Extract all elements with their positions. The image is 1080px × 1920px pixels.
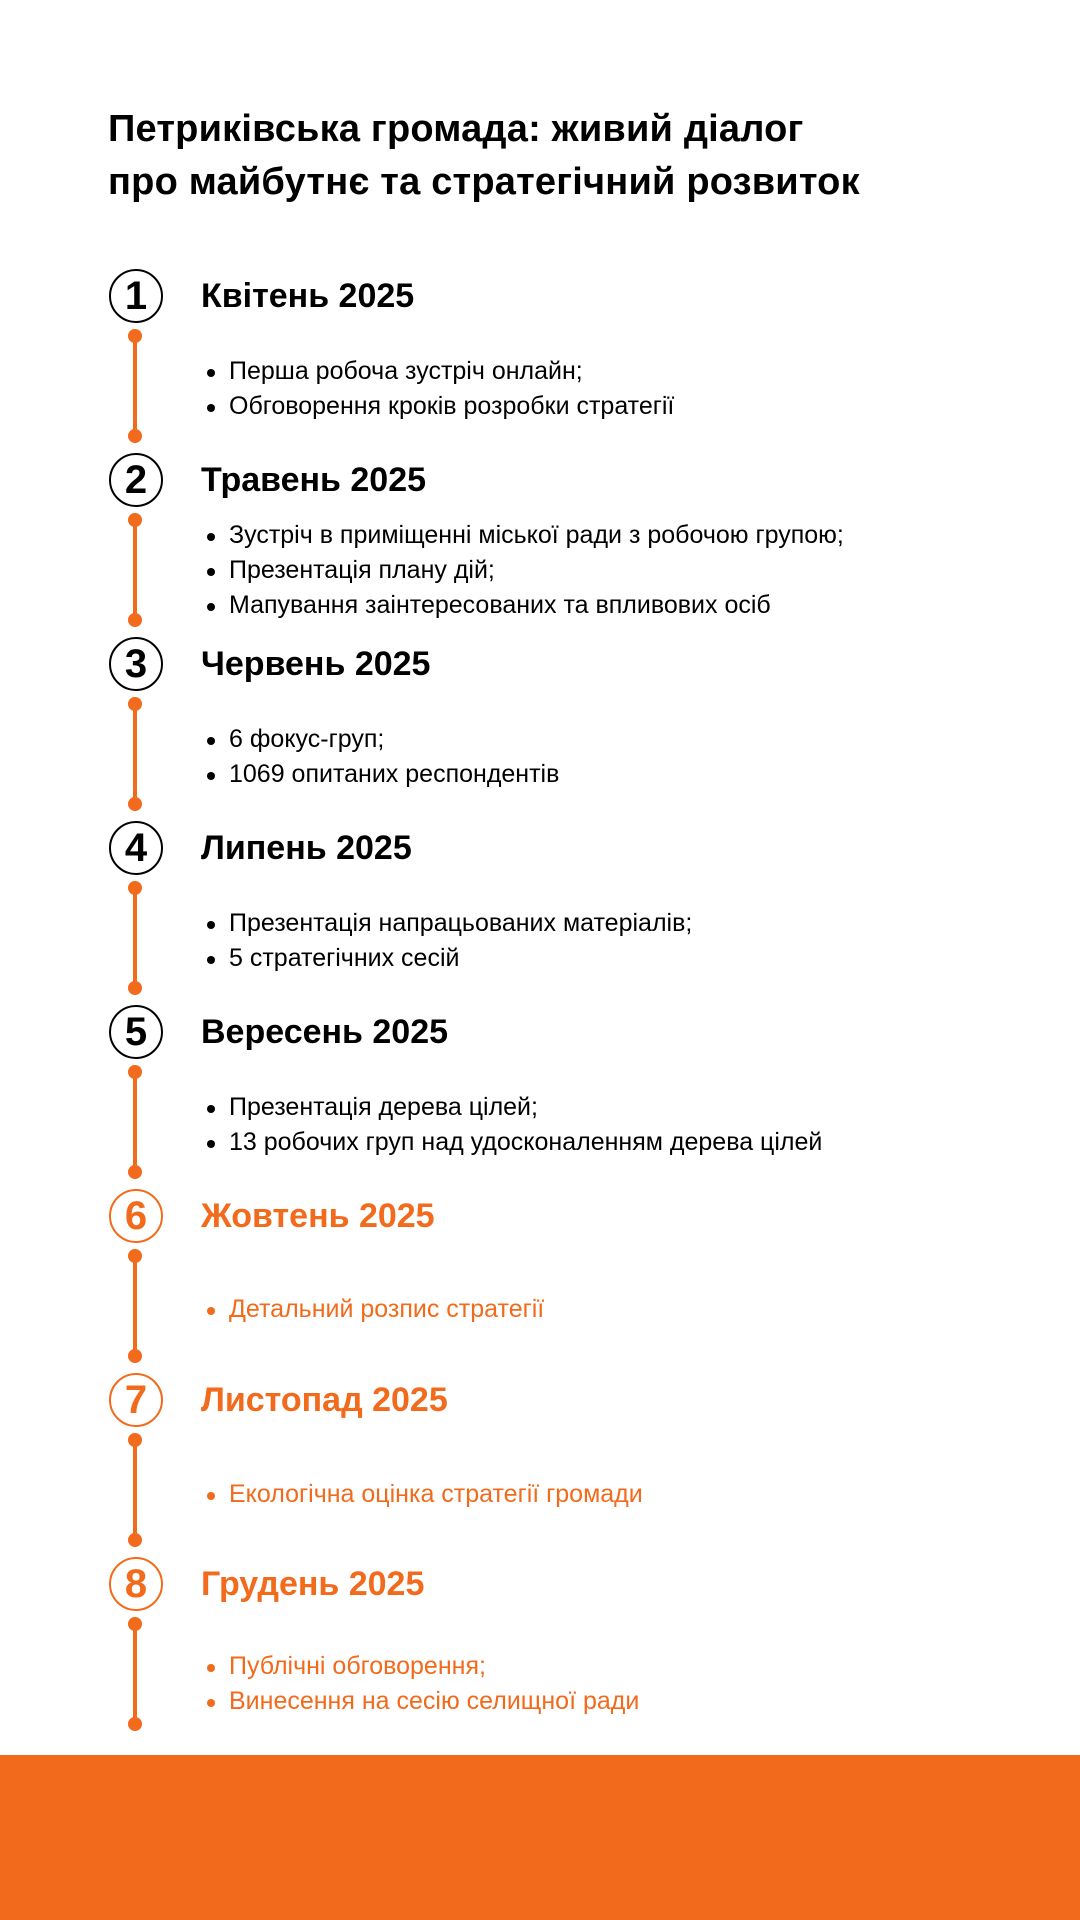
step-month: Липень 2025 — [201, 829, 412, 867]
step-month: Листопад 2025 — [201, 1381, 448, 1419]
step-number-badge: 8 — [109, 1557, 163, 1611]
connector-dot-bottom — [128, 613, 142, 627]
step-number-badge: 6 — [109, 1189, 163, 1243]
step-item: Перша робоча зустріч онлайн; — [201, 354, 674, 389]
connector-dot-bottom — [128, 1717, 142, 1731]
step-item: Публічні обговорення; — [201, 1649, 639, 1684]
timeline-connector — [133, 1439, 137, 1543]
step-item: Презентація напрацьованих матеріалів; — [201, 906, 692, 941]
timeline-connector — [133, 1623, 137, 1727]
timeline-connector — [133, 887, 137, 991]
timeline-step-8 — [0, 1557, 1080, 1741]
step-item: Зустріч в приміщенні міської ради з робочою групою; — [201, 518, 844, 553]
step-number-badge: 2 — [109, 453, 163, 507]
step-items — [201, 1090, 822, 1160]
title-line-1: Петриківська громада: живий діалог — [108, 108, 804, 150]
step-item: Мапування заінтересованих та впливових осіб — [201, 588, 844, 623]
step-item: Детальний розпис стратегії — [201, 1292, 544, 1327]
timeline-step-4 — [0, 821, 1080, 1005]
step-items — [201, 354, 674, 424]
step-item: Винесення на сесію селищної ради — [201, 1684, 639, 1719]
title-line-2: про майбутнє та стратегічний розвиток — [108, 161, 860, 203]
step-month: Грудень 2025 — [201, 1565, 425, 1603]
step-number-badge: 3 — [109, 637, 163, 691]
timeline-connector — [133, 703, 137, 807]
connector-dot-bottom — [128, 429, 142, 443]
connector-dot-bottom — [128, 1349, 142, 1363]
step-number-badge: 7 — [109, 1373, 163, 1427]
step-month: Квітень 2025 — [201, 277, 415, 315]
step-items — [201, 906, 692, 976]
step-item: 6 фокус-груп; — [201, 722, 559, 757]
step-item: Презентація плану дій; — [201, 553, 844, 588]
step-month: Червень 2025 — [201, 645, 431, 683]
step-item: Екологічна оцінка стратегії громади — [201, 1477, 643, 1512]
timeline-step-6 — [0, 1189, 1080, 1373]
timeline-connector — [133, 519, 137, 623]
step-items — [201, 1649, 639, 1719]
timeline-step-7 — [0, 1373, 1080, 1557]
step-items — [201, 1292, 544, 1327]
step-number-badge: 1 — [109, 269, 163, 323]
timeline-connector — [133, 335, 137, 439]
timeline-step-3 — [0, 637, 1080, 821]
step-month: Жовтень 2025 — [201, 1197, 435, 1235]
connector-dot-bottom — [128, 1533, 142, 1547]
step-number-badge: 4 — [109, 821, 163, 875]
timeline-connector — [133, 1071, 137, 1175]
step-items — [201, 518, 844, 623]
timeline-step-1 — [0, 269, 1080, 453]
step-month: Травень 2025 — [201, 461, 427, 499]
step-item: 1069 опитаних респондентів — [201, 757, 559, 792]
step-item: 5 стратегічних сесій — [201, 941, 692, 976]
step-number-badge: 5 — [109, 1005, 163, 1059]
footer-band — [0, 1755, 1080, 1920]
connector-dot-bottom — [128, 797, 142, 811]
step-month: Вересень 2025 — [201, 1013, 449, 1051]
connector-dot-bottom — [128, 981, 142, 995]
step-item: 13 робочих груп над удосконаленням дерева цілей — [201, 1125, 822, 1160]
timeline-connector — [133, 1255, 137, 1359]
step-items — [201, 722, 559, 792]
timeline-step-5 — [0, 1005, 1080, 1189]
step-item: Обговорення кроків розробки стратегії — [201, 389, 674, 424]
step-item: Презентація дерева цілей; — [201, 1090, 822, 1125]
timeline-step-2 — [0, 453, 1080, 637]
step-items — [201, 1477, 643, 1512]
connector-dot-bottom — [128, 1165, 142, 1179]
